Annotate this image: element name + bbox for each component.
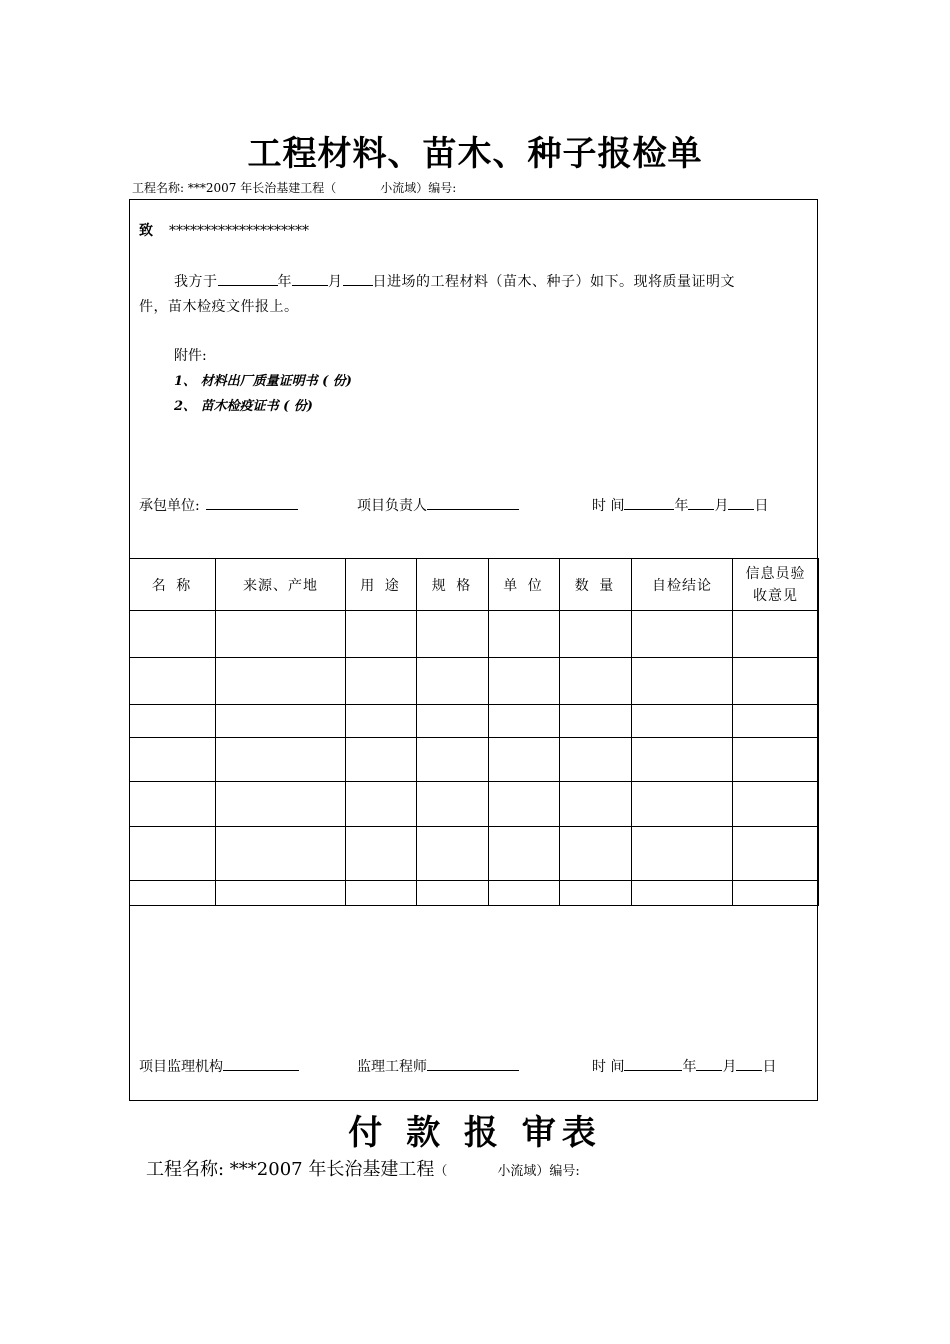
attachment-2: 2、 苗木检疫证书 ( 份): [174, 399, 313, 414]
year-blank[interactable]: [218, 270, 278, 286]
engineer-label: 监理工程师: [357, 1059, 427, 1075]
p1-b: 年: [277, 274, 292, 290]
col-origin: 来源、产地: [216, 559, 346, 611]
time-month-blank[interactable]: [688, 494, 714, 510]
time2-day-blank[interactable]: [736, 1055, 762, 1071]
table-header-row: [130, 559, 819, 611]
project2-label: 工程名称: ***2007 年长治基建工程: [146, 1159, 435, 1180]
time2-year-blank[interactable]: [624, 1055, 682, 1071]
table-row: [130, 827, 819, 881]
contractor-blank[interactable]: [206, 494, 298, 510]
form-title: 工程材料、苗木、种子报检单: [247, 134, 703, 174]
payment-form-title: 付 款 报 审表: [348, 1113, 602, 1153]
project-line-2: 工程名称: ***2007 年长治基建工程（ 小流域）编号:: [146, 1159, 580, 1180]
time-label: 时 间: [592, 498, 625, 514]
time-field-1: 时 间 年 月 日: [592, 494, 768, 515]
project2-basin: 小流域）编号:: [497, 1164, 580, 1179]
col-name: 名 称: [130, 559, 216, 611]
attachment-1: 1、 材料出厂质量证明书 ( 份): [174, 374, 352, 389]
supervisor-blank[interactable]: [223, 1055, 299, 1071]
materials-table: [129, 558, 818, 906]
project-line: [132, 179, 456, 196]
p1-c: 月: [328, 274, 343, 290]
table-row: [130, 881, 819, 906]
manager-field: [357, 494, 519, 515]
time-field-2: 时 间 年 月 日: [592, 1055, 776, 1076]
paragraph-line-2: 件，苗木检疫文件报上。: [139, 299, 299, 315]
col-spec: 规 格: [417, 559, 489, 611]
table-row: [130, 705, 819, 738]
time-day-blank[interactable]: [728, 494, 754, 510]
table-row: [130, 782, 819, 827]
time-year-blank[interactable]: [624, 494, 674, 510]
col-unit: 单 位: [489, 559, 560, 611]
month-blank[interactable]: [292, 270, 328, 286]
to-value: ********************: [169, 223, 309, 239]
project-basin: 小流域）编号:: [380, 181, 457, 195]
to-label: 致: [139, 223, 153, 239]
supervisor-field: [139, 1055, 299, 1076]
col-acceptance: 信息员验收意见: [733, 559, 819, 611]
time2-month-blank[interactable]: [696, 1055, 722, 1071]
contractor-field: [139, 494, 298, 515]
contractor-label: 承包单位:: [139, 498, 200, 514]
addressee-line: [139, 220, 309, 240]
col-use: 用 途: [346, 559, 417, 611]
supervisor-label: 项目监理机构: [139, 1059, 223, 1075]
p1-a: 我方于: [174, 274, 218, 290]
manager-label: 项目负责人: [357, 498, 427, 514]
engineer-field: [357, 1055, 519, 1076]
col-quantity: 数 量: [560, 559, 632, 611]
table-row: [130, 738, 819, 782]
table-row: [130, 611, 819, 658]
day-blank[interactable]: [343, 270, 373, 286]
p1-d: 日进场的工程材料（苗木、种子）如下。现将质量证明文: [372, 274, 735, 290]
paragraph-line-1: [174, 270, 735, 291]
manager-blank[interactable]: [427, 494, 519, 510]
col-self-check: 自检结论: [632, 559, 733, 611]
attachments-label: 附件:: [174, 348, 207, 364]
table-row: [130, 658, 819, 705]
project-label: 工程名称: ***2007 年长治基建工程（: [132, 181, 337, 195]
engineer-blank[interactable]: [427, 1055, 519, 1071]
